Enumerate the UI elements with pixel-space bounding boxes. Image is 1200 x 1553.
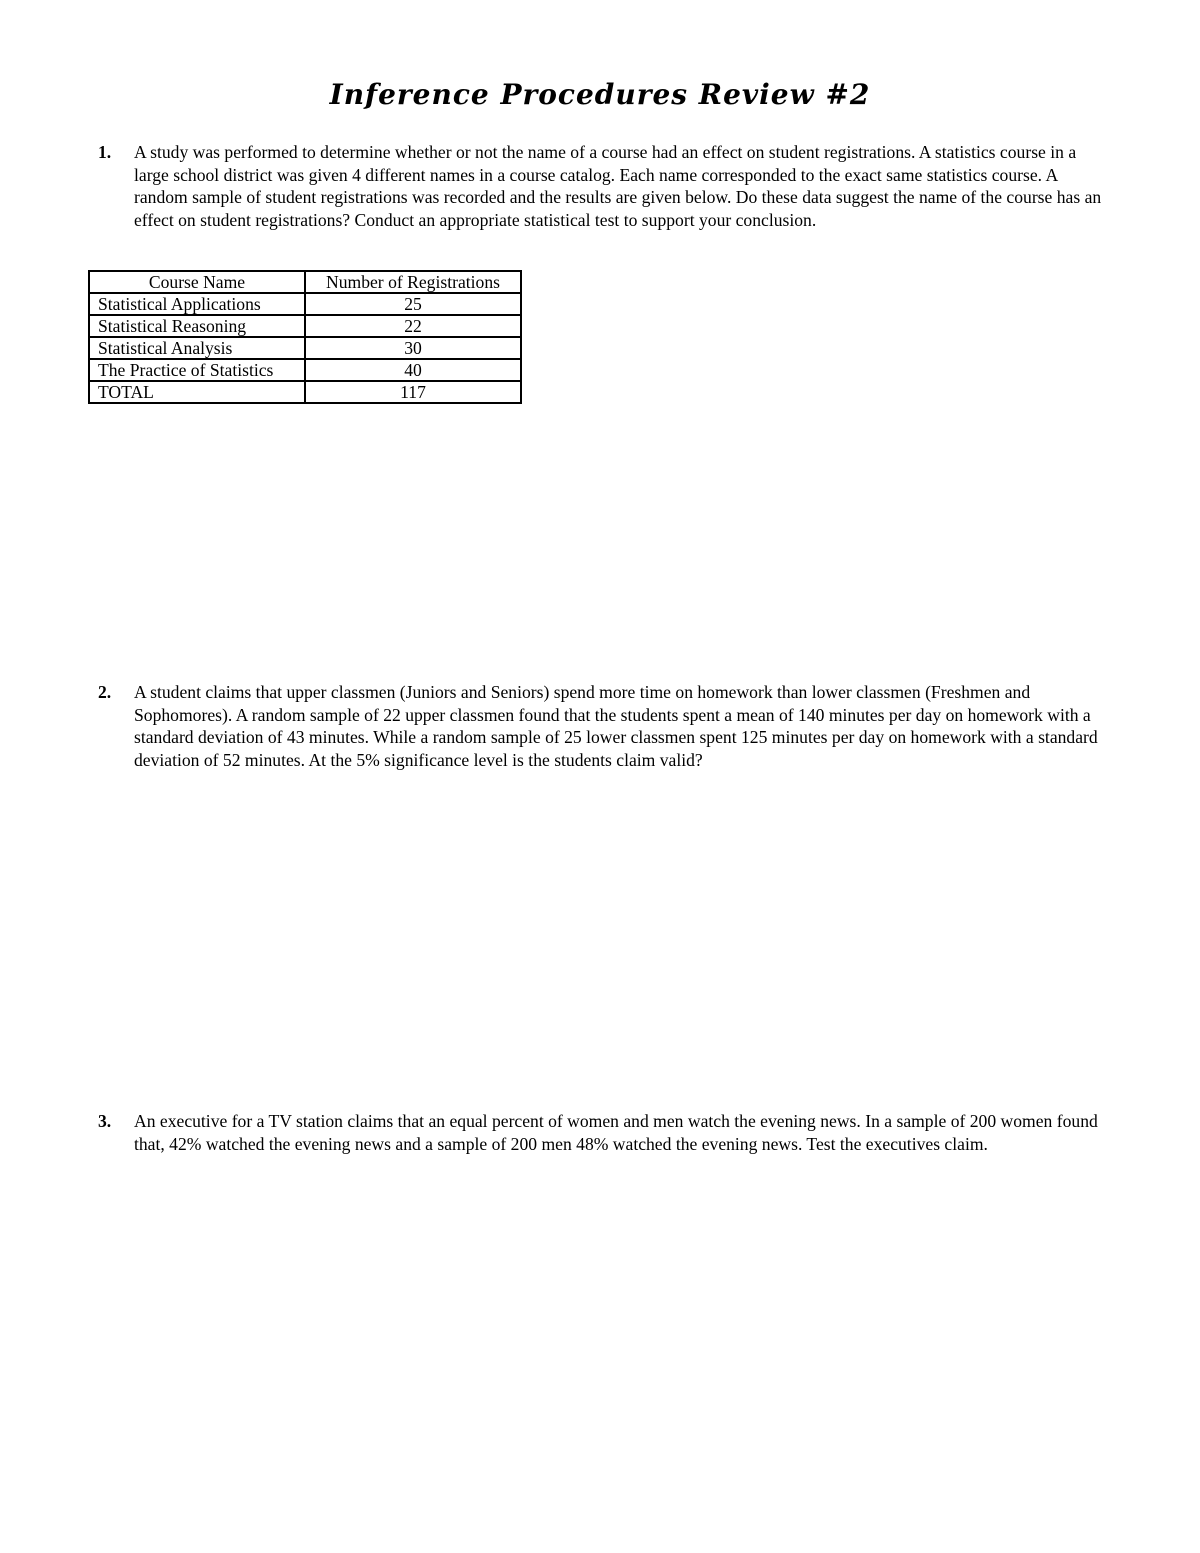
question-1	[98, 141, 1108, 231]
table-row	[89, 359, 521, 381]
registrations-cell: 22	[305, 315, 521, 337]
course-name-cell: Statistical Reasoning	[89, 315, 305, 337]
table-header-row	[89, 271, 521, 293]
table-row	[89, 293, 521, 315]
question-text: An executive for a TV station claims that an equal percent of women and men watch the evening news. In a sample of 200 women found that, 42% watched the evening news and a sample of 200 men 48% watched the evening news. Test the executives claim.	[134, 1111, 1098, 1154]
question-3	[98, 1110, 1108, 1155]
question-number: 1.	[98, 142, 112, 162]
question-number: 2.	[98, 682, 112, 702]
table-row	[89, 315, 521, 337]
question-number: 3.	[98, 1111, 112, 1131]
question-text: A student claims that upper classmen (Juniors and Seniors) spend more time on homework than lower classmen (Freshmen and Sophomores). A random sample of 22 upper classmen found that the students spent a mean of 140 minutes per day on homework with a standard deviation of 43 minutes. While a random sample of 25 lower classmen spent 125 minutes per day on homework with a standard deviation of 52 minutes. At the 5% significance level is the students claim valid?	[134, 682, 1098, 770]
column-header-course-name: Course Name	[89, 271, 305, 293]
page-title: Inference Procedures Review #2	[329, 78, 871, 111]
question-text: A study was performed to determine whether or not the name of a course had an effect on student registrations. A statistics course in a large school district was given 4 different names in a course catalog. Each name corresponded to the exact same statistics course. A random sample of student registrations was recorded and the results are given below. Do these data suggest the name of the course has an effect on student registrations? Conduct an appropriate statistical test to support your conclusion.	[134, 142, 1102, 230]
course-name-cell: Statistical Analysis	[89, 337, 305, 359]
table-row-total	[89, 381, 521, 403]
course-name-cell: Statistical Applications	[89, 293, 305, 315]
question-2	[98, 681, 1108, 771]
table-row	[89, 337, 521, 359]
registrations-cell: 40	[305, 359, 521, 381]
registrations-table	[88, 270, 522, 404]
column-header-registrations: Number of Registrations	[305, 271, 521, 293]
course-name-cell: The Practice of Statistics	[89, 359, 305, 381]
total-label-cell: TOTAL	[89, 381, 305, 403]
total-value-cell: 117	[305, 381, 521, 403]
registrations-cell: 30	[305, 337, 521, 359]
registrations-cell: 25	[305, 293, 521, 315]
